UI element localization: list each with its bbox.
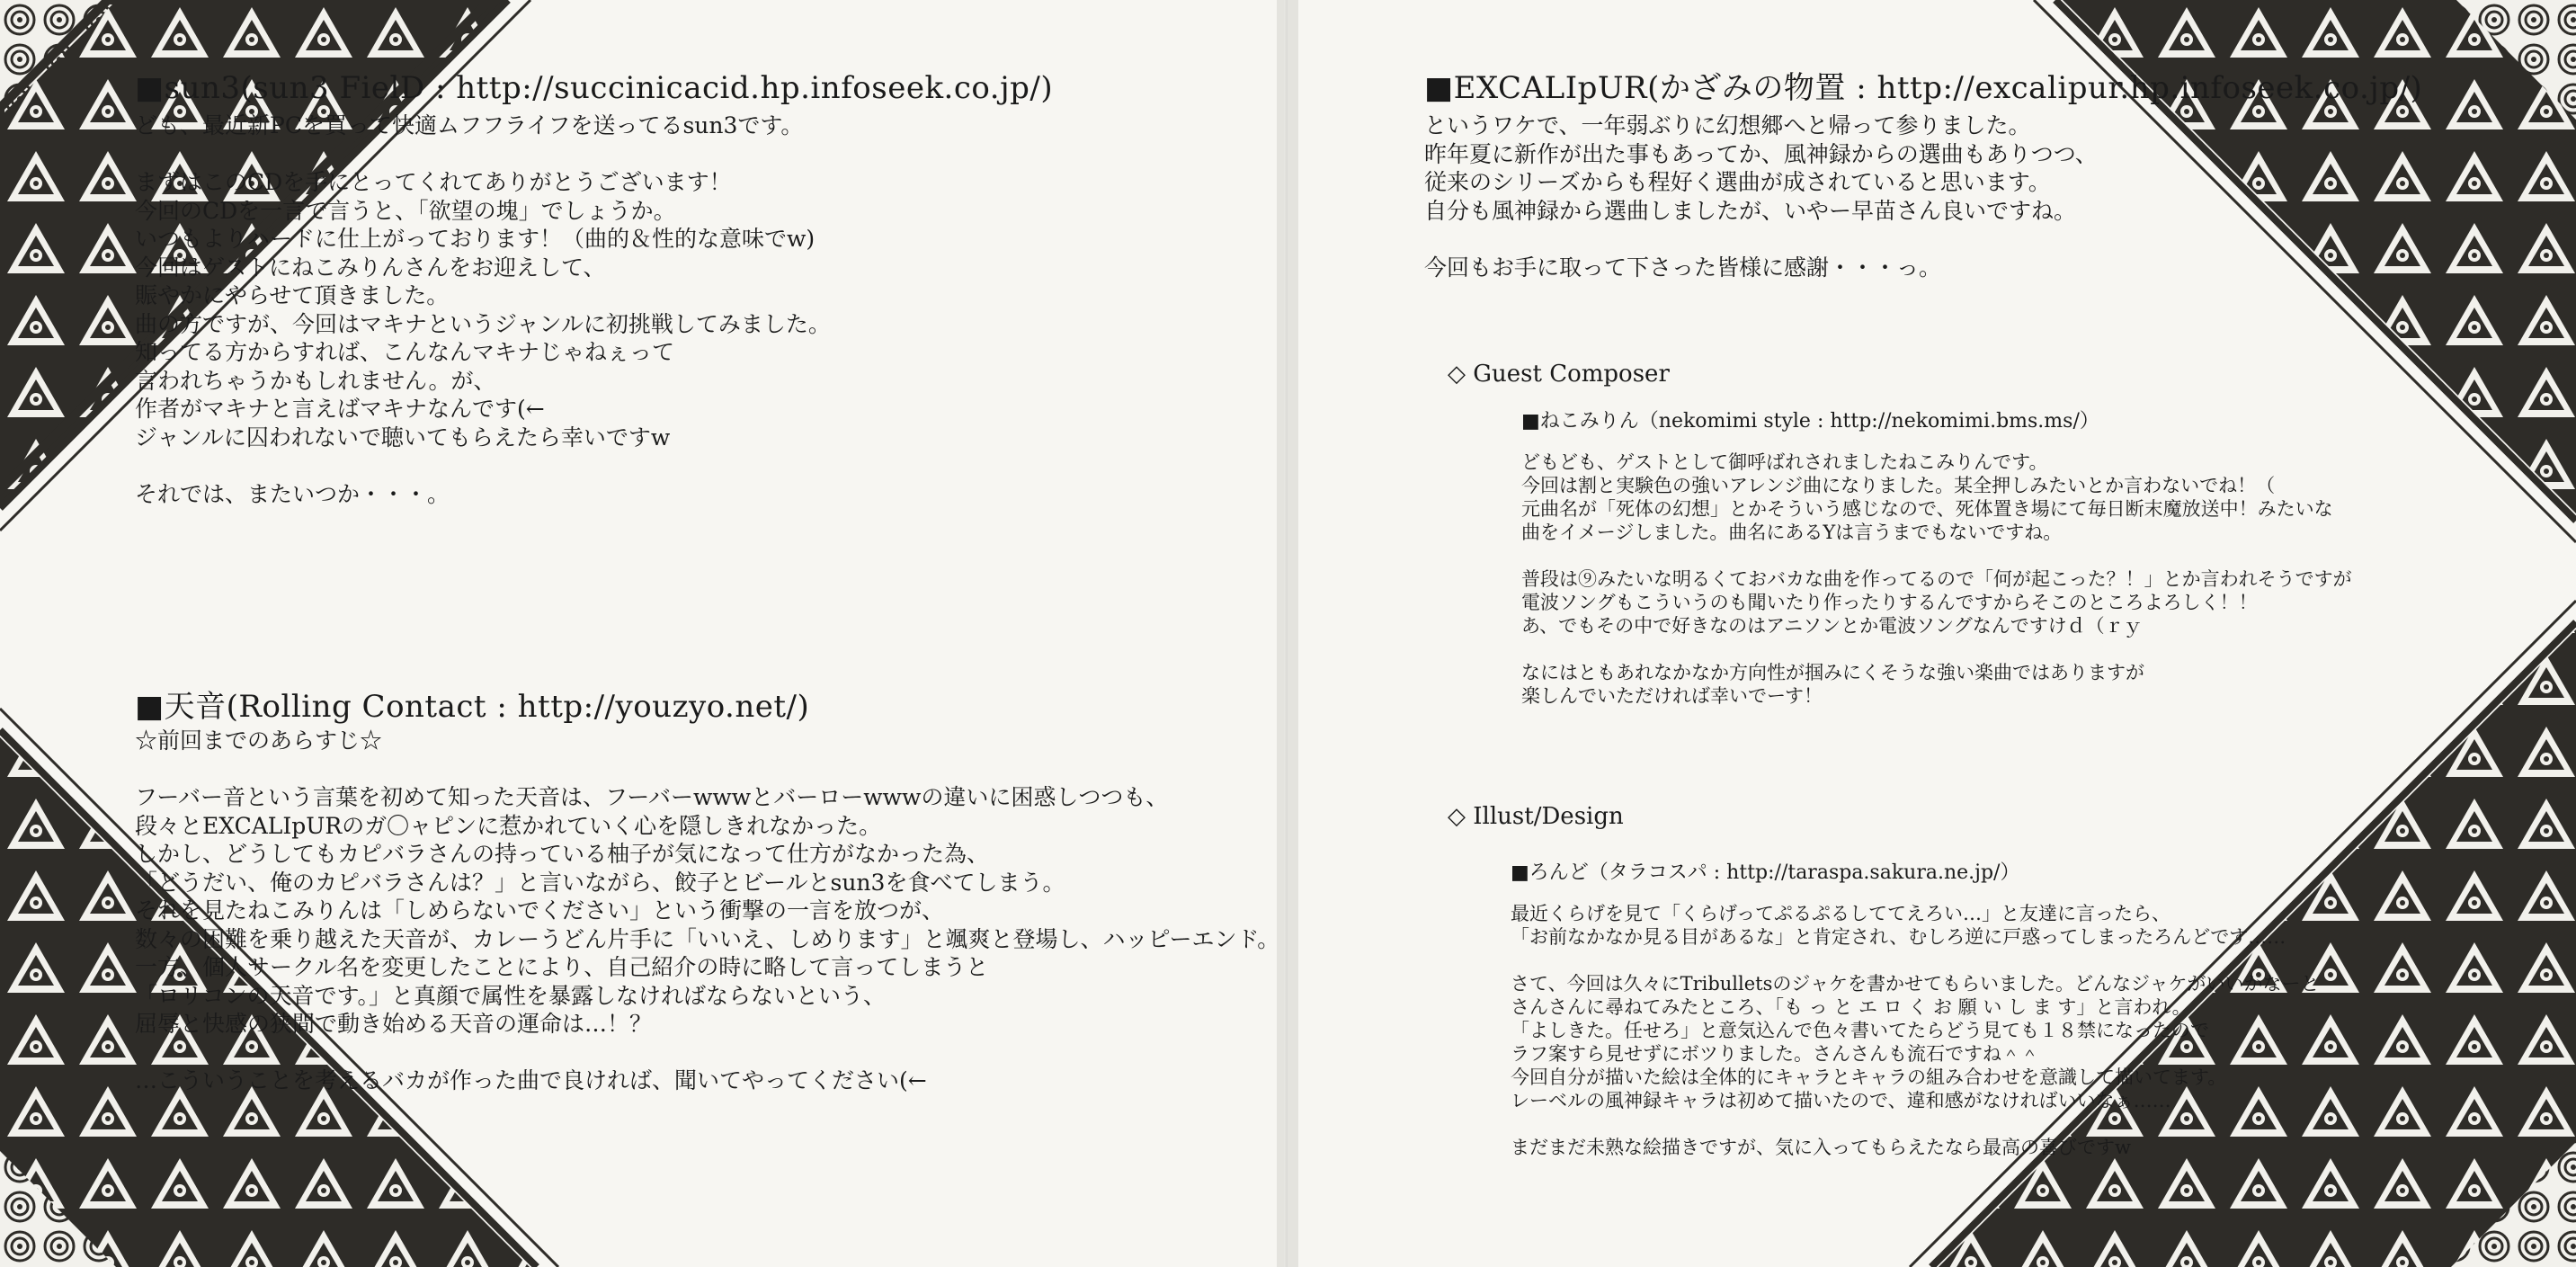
rondo-line: さんさんに尋ねてみたところ、「も っ と エ ロ く お 願 い し ま す」と言われ。 <box>1511 996 2191 1018</box>
rondo-line: まだまだ未熟な絵描きですが、気に入ってもらえたなら最高の喜びですw <box>1511 1137 2131 1158</box>
guest-composer-section <box>1521 409 2352 708</box>
excalipur-line: というワケで、一年弱ぶりに幻想郷へと帰って参りました。 <box>1424 112 2031 138</box>
sun3-line: 言われちゃうかもしれません。が、 <box>135 367 496 394</box>
amane-line: …こういうことを考えるバカが作った曲で良ければ、聞いてやってください(← <box>135 1067 927 1093</box>
excalipur-body <box>1424 112 2422 281</box>
amane-line <box>135 755 1279 784</box>
rondo-line <box>1511 1112 2320 1136</box>
amane-line: 「どうだい、俺のカピバラさんは？」と言いながら、餃子とビールとsun3を食べてしまう。 <box>135 869 1065 896</box>
rondo-body <box>1511 902 2320 1159</box>
amane-body <box>135 727 1279 1095</box>
rondo-line: レーベルの風神録キャラは初めて描いたので、違和感がなければいいなぁ…… <box>1511 1090 2171 1111</box>
amane-heading: ■天音(Rolling Contact : http://youzyo.net/) <box>135 689 810 725</box>
nekomirin-body <box>1521 451 2352 708</box>
nekomirin-line: どもども、ゲストとして御呼ばれされましたねこみりんです。 <box>1521 451 2048 473</box>
excalipur-line: 今回もお手に取って下さった皆様に感謝・・・っ。 <box>1424 254 1942 281</box>
rondo-line: さて、今回は久々にTribulletsのジャケを書かせてもらいました。どんなジャケがいいかなーと <box>1511 973 2320 995</box>
nekomirin-line: 楽しんでいただければ幸いでーす！ <box>1521 685 1823 707</box>
excalipur-section <box>1424 70 2422 281</box>
excalipur-line: 従来のシリーズからも程好く選曲が成されていると思います。 <box>1424 169 2051 195</box>
sun3-body <box>135 112 1053 508</box>
amane-line: ☆前回までのあらすじ☆ <box>135 727 383 754</box>
nekomirin-line: 曲をイメージしました。曲名にあるYは言うまでもないですね。 <box>1521 522 2063 543</box>
rondo-line: ラフ案すら見せずにボツりました。さんさんも流石ですね＾＾ <box>1511 1043 2039 1065</box>
nekomirin-line: 普段は⑨みたいな明るくておバカな曲を作ってるので「何が起こった？！」とか言われそうですが <box>1521 568 2352 590</box>
sun3-line: 知ってる方からすれば、こんなんマキナじゃねぇって <box>135 339 675 365</box>
excalipur-line: 自分も風神録から選曲しましたが、いやー早苗さん良いですね。 <box>1424 197 2077 224</box>
illust-design-section <box>1511 861 2320 1159</box>
nekomirin-line: なにはともあれなかなか方向性が掴みにくそうな強い楽曲ではありますが <box>1521 662 2144 683</box>
nekomirin-line: 今回は割と実験色の強いアレンジ曲になりました。某全押しみたいとか言わないでね！（ <box>1521 475 2276 496</box>
sun3-line: 賑やかにやらせて頂きました。 <box>135 282 450 308</box>
amane-line: 屈辱と快感の狭間で動き始める天音の運命は…！？ <box>135 1011 653 1037</box>
nekomirin-line: 元曲名が「死体の幻想」とかそういう感じなので、死体置き場にて毎日断末魔放送中！みたいな <box>1521 498 2333 520</box>
rondo-line: 今回自分が描いた絵は全体的にキャラとキャラの組み合わせを意識して描いてます。 <box>1511 1066 2227 1088</box>
rondo-line: 最近くらげを見て「くらげってぷるぷるしててえろい…」と友達に言ったら、 <box>1511 903 2170 924</box>
rondo-line: 「お前なかなか見る目があるな」と肯定され、むしろ逆に戸惑ってしまったろんどです…… <box>1511 926 2286 948</box>
amane-line: 数々の困難を乗り越えた天音が、カレーうどん片手に「いいえ、しめります」と颯爽と登場し、ハッピーエンド。 <box>135 925 1280 952</box>
nekomirin-line: あ、でもその中で好きなのはアニソンとか電波ソングなんですけｄ（ｒｙ <box>1521 615 2143 637</box>
excalipur-line: 昨年夏に新作が出た事もあってか、風神録からの選曲もありつつ、 <box>1424 140 2098 167</box>
sun3-line: まずはこのCDを手にとってくれてありがとうございます！ <box>135 169 732 195</box>
nekomirin-line <box>1521 544 2352 567</box>
amane-line <box>135 1039 1279 1067</box>
excalipur-line <box>1424 225 2422 254</box>
rondo-heading: ■ろんど（タラコスパ : http://taraspa.sakura.ne.jp/） <box>1511 861 2020 884</box>
rondo-line: 「よしきた。任せろ」と意気込んで色々書いてたらどう見ても１８禁になったので <box>1511 1020 2209 1041</box>
excalipur-heading: ■EXCALIpUR(かざみの物置 : http://excalipur.hp.infoseek.co.jp/) <box>1424 70 2423 106</box>
right-page <box>1288 0 2576 1267</box>
rondo-line <box>1511 949 2320 972</box>
amane-line: それを見たねこみりんは「しめらないでください」という衝撃の一言を放つが、 <box>135 897 945 923</box>
amane-line: フーバー音という言葉を初めて知った天音は、フーバーwwwとバーローwwwの違いに困惑しつつも、 <box>135 784 1169 810</box>
sun3-line: 今回はゲストにねこみりんさんをお迎えして、 <box>135 254 606 281</box>
sun3-line: ジャンルに囚われないで聴いてもらえたら幸いですw <box>135 424 671 451</box>
guest-composer-label: ◇ Guest Composer <box>1448 361 1670 388</box>
nekomirin-line <box>1521 638 2352 661</box>
sun3-line: ども、最近新PCを買って快適ムフフライフを送ってるsun3です。 <box>135 112 804 138</box>
nekomirin-heading: ■ねこみりん（nekomimi style : http://nekomimi.bms.ms/） <box>1521 410 2099 433</box>
sun3-line: それでは、またいつか・・・。 <box>135 480 450 507</box>
amane-line: しかし、どうしてもカピバラさんの持っている柚子が気になって仕方がなかった為、 <box>135 841 990 867</box>
amane-line: 段々とEXCALIpURのガ〇ャピンに惹かれていく心を隠しきれなかった。 <box>135 812 882 839</box>
sun3-line: いつもよりハードに仕上がっております！（曲的＆性的な意味でw) <box>135 226 816 252</box>
amane-section <box>135 689 1279 1095</box>
nekomirin-line: 電波ソングもこういうのも聞いたり作ったりするんですからそこのところよろしく！！ <box>1521 592 2258 613</box>
amane-line: 「ロリコンの天音です。」と真顔で属性を暴露しなければならないという、 <box>135 982 887 1009</box>
sun3-heading: ■sun3(sun3 FielD : http://succinicacid.hp.infoseek.co.jp/) <box>135 70 1054 106</box>
sun3-line: 曲の方ですが、今回はマキナというジャンルに初挑戦してみました。 <box>135 310 831 337</box>
sun3-section <box>135 70 1053 508</box>
sun3-line: 今回のCDを一言で言うと、「欲望の塊」でしょうか。 <box>135 197 676 224</box>
sun3-line <box>135 140 1053 169</box>
sun3-line: 作者がマキナと言えばマキナなんです(← <box>135 396 545 422</box>
amane-line: 一方、個人サークル名を変更したことにより、自己紹介の時に略して言ってしまうと <box>135 954 989 980</box>
sun3-line <box>135 451 1053 480</box>
illust-design-label: ◇ Illust/Design <box>1448 803 1624 830</box>
